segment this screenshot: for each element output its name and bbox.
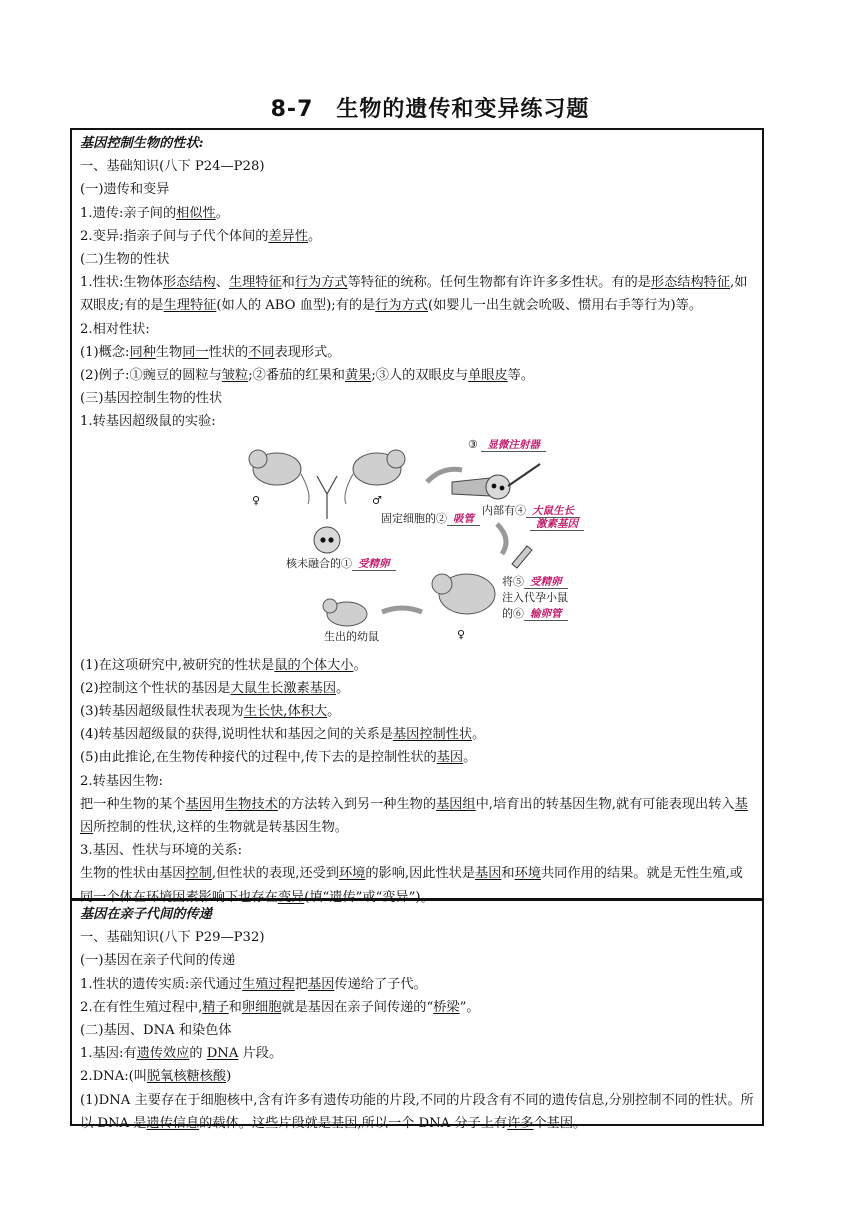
question-5: (5)由此推论,在生物传种接代的过程中,传下去的是控制性状的基因。 — [80, 750, 477, 766]
section-header: 基因控制生物的性状: — [80, 136, 204, 151]
text-line: 2.相对性状: — [80, 321, 150, 337]
page-title: 8-7 生物的遗传和变异练习题 — [270, 97, 590, 122]
text-line: 1.性状的遗传实质:亲代通过生殖过程把基因传递给了子代。 — [80, 976, 427, 992]
text-line: 1.遗传:亲子间的相似性。 — [80, 205, 229, 221]
text-line: 3.基因、性状与环境的关系: — [80, 843, 243, 859]
supermouse-diagram — [72, 434, 766, 654]
question-3: (3)转基因超级鼠性状表现为生长快,体积大。 — [80, 704, 341, 720]
label-5: 将⑤ 受精卵 — [502, 573, 568, 589]
arrow-icon — [382, 608, 422, 612]
label-5-mid: 注入代孕小鼠 — [502, 590, 568, 604]
subheading: (二)生物的性状 — [80, 252, 170, 268]
arrow-icon — [427, 469, 462, 482]
label-3: ③ 显微注射器 — [468, 437, 546, 452]
diagram-drawing — [72, 434, 766, 654]
text-line: (2)例子:①豌豆的圆粒与皱粒;②番茄的红果和黄果;③人的双眼皮与单眼皮等。 — [80, 368, 535, 384]
basics-heading: 一、基础知识(八下 P24—P28) — [80, 159, 265, 175]
female-symbol: ♀ — [252, 493, 261, 507]
question-4: (4)转基因超级鼠的获得,说明性状和基因之间的关系是基因控制性状。 — [80, 727, 486, 743]
paragraph: 1.性状:生物体形态结构、生理特征和行为方式等特征的统称。任何生物都有许许多多性状。有的是形态结构特征,如双眼皮;有的是生理特征(如人的 ABO 血型);有的是行为方式(如婴儿一出生就会吮吸、惯用右手等行为)等。 — [80, 275, 748, 314]
text-line: 2.DNA:(叫脱氧核糖核酸) — [80, 1069, 232, 1085]
arrow-icon — [497, 524, 506, 554]
label-6: 的⑥ 输卵管 — [502, 605, 568, 621]
answer-blank: 相似性 — [176, 205, 216, 221]
label-4: 内部有④ 大鼠生长 — [482, 502, 580, 518]
paragraph: 生物的性状由基因控制,但性状的表现,还受到环境的影响,因此性状是基因和环境共同作用的结果。就是无性生殖,或同一个体在环境因素影响下也存在变异(填“遗传”或“变异”)。 — [80, 866, 743, 905]
text-line: 2.在有性生殖过程中,精子和卵细胞就是基因在亲子间传递的“桥梁”。 — [80, 999, 480, 1015]
text-line: 2.变异:指亲子间与子代个体间的差异性。 — [80, 228, 322, 244]
text-line: 1.转基因超级鼠的实验: — [80, 414, 216, 430]
section-gene-controls-traits — [70, 128, 764, 905]
subheading: (一)基因在亲子代间的传递 — [80, 953, 236, 969]
question-2: (2)控制这个性状的基因是大鼠生长激素基因。 — [80, 680, 350, 696]
label-4b: 激素基因 — [530, 516, 584, 531]
subheading: (三)基因控制生物的性状 — [80, 391, 223, 407]
microinjector-icon — [508, 464, 540, 486]
male-symbol: ♂ — [372, 493, 382, 507]
basics-heading: 一、基础知识(八下 P29—P32) — [80, 930, 265, 946]
section-header: 基因在亲子代间的传递 — [80, 907, 212, 922]
question-1: (1)在这项研究中,被研究的性状是鼠的个体大小。 — [80, 657, 367, 673]
syringe-icon — [512, 546, 532, 568]
subheading: (一)遗传和变异 — [80, 182, 170, 198]
text-line: 2.转基因生物: — [80, 773, 163, 789]
paragraph: 把一种生物的某个基因用生物技术的方法转入到另一种生物的基因组中,培育出的转基因生物,就有可能表现出转入基因所控制的性状,这样的生物就是转基因生物。 — [80, 796, 748, 836]
answer-blank: 差异性 — [268, 228, 309, 244]
label-1: 核未融合的① 受精卵 — [286, 555, 396, 571]
holding-pipette-icon — [452, 478, 490, 496]
section-gene-transmission — [70, 899, 764, 1131]
paragraph: (1)DNA 主要存在于细胞核中,含有许多有遗传功能的片段,不同的片段含有不同的遗传信息,分别控制不同的性状。所以 DNA 是遗传信息的载体。这些片段就是基因,所以一个 DNA 分子上有许多个基因。 — [80, 1092, 754, 1131]
female-symbol-surrogate: ♀ — [457, 627, 466, 641]
subheading: (二)基因、DNA 和染色体 — [80, 1023, 232, 1039]
text-line: 1.基因:有遗传效应的 DNA 片段。 — [80, 1046, 283, 1062]
label-2: 固定细胞的② 吸管 — [381, 510, 480, 526]
text-line: (1)概念:同种生物同一性状的不同表现形式。 — [80, 344, 341, 360]
fertilized-egg-icon — [314, 527, 340, 553]
label-young-mouse: 生出的幼鼠 — [324, 629, 379, 643]
